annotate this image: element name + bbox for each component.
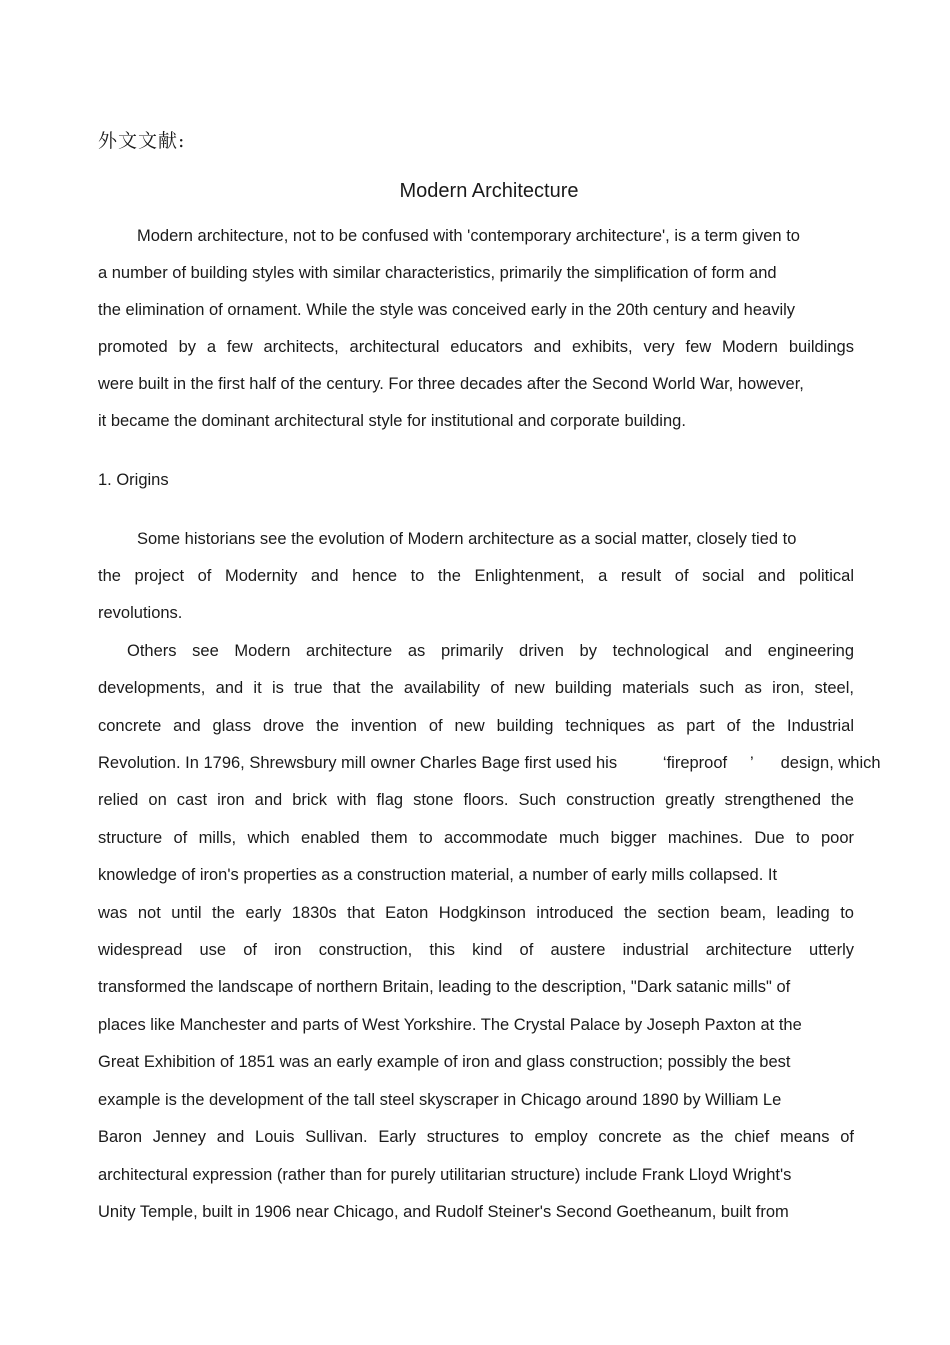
text-line: was not until the early 1830s that Eaton Hodgkinson introduced the section beam, leading to: [98, 904, 854, 922]
text-line: transformed the landscape of northern Britain, leading to the description, "Dark satanic mills" of: [98, 978, 791, 996]
text-line: it became the dominant architectural style for institutional and corporate building.: [98, 412, 686, 430]
text-line: Unity Temple, built in 1906 near Chicago, and Rudolf Steiner's Second Goetheanum, built from: [98, 1203, 789, 1221]
text-line: the project of Modernity and hence to the Enlightenment, a result of social and political: [98, 567, 854, 585]
text-line: Some historians see the evolution of Modern architecture as a social matter, closely tied to: [137, 530, 797, 548]
text-line: structure of mills, which enabled them to accommodate much bigger machines. Due to poor: [98, 829, 854, 847]
text-line: concrete and glass drove the invention of new building techniques as part of the Industrial: [98, 717, 854, 735]
text-line: architectural expression (rather than for purely utilitarian structure) include Frank Lloyd Wright's: [98, 1166, 792, 1184]
text-line: developments, and it is true that the availability of new building materials such as iron, steel,: [98, 679, 854, 697]
text-line: Great Exhibition of 1851 was an early example of iron and glass construction; possibly the best: [98, 1053, 791, 1071]
text-line: widespread use of iron construction, this kind of austere industrial architecture utterly: [98, 941, 854, 959]
text-line: were built in the first half of the century. For three decades after the Second World War, however,: [98, 375, 804, 393]
text-line: Revolution. In 1796, Shrewsbury mill owner Charles Bage first used his ‘fireproof ’ design, which: [98, 754, 881, 772]
text-line: a number of building styles with similar characteristics, primarily the simplification of form and: [98, 264, 777, 282]
text-line: knowledge of iron's properties as a construction material, a number of early mills collapsed. It: [98, 866, 778, 884]
document-title: Modern Architecture: [399, 180, 579, 202]
text-line: example is the development of the tall steel skyscraper in Chicago around 1890 by William Le: [98, 1091, 782, 1109]
text-line: Modern architecture, not to be confused with 'contemporary architecture', is a term given to: [137, 227, 800, 245]
text-line: Others see Modern architecture as primarily driven by technological and engineering: [127, 642, 854, 660]
text-line: the elimination of ornament. While the style was conceived early in the 20th century and heavily: [98, 301, 796, 319]
text-line: revolutions.: [98, 604, 183, 622]
text-line: Baron Jenney and Louis Sullivan. Early structures to employ concrete as the chief means of: [98, 1128, 854, 1146]
section-heading-origins: 1. Origins: [98, 471, 169, 489]
text-line: places like Manchester and parts of West Yorkshire. The Crystal Palace by Joseph Paxton at the: [98, 1016, 802, 1034]
foreign-literature-label: 外文文献:: [98, 130, 186, 152]
text-line: relied on cast iron and brick with flag stone floors. Such construction greatly strengthened the: [98, 791, 854, 809]
text-line: promoted by a few architects, architectural educators and exhibits, very few Modern buildings: [98, 338, 854, 356]
